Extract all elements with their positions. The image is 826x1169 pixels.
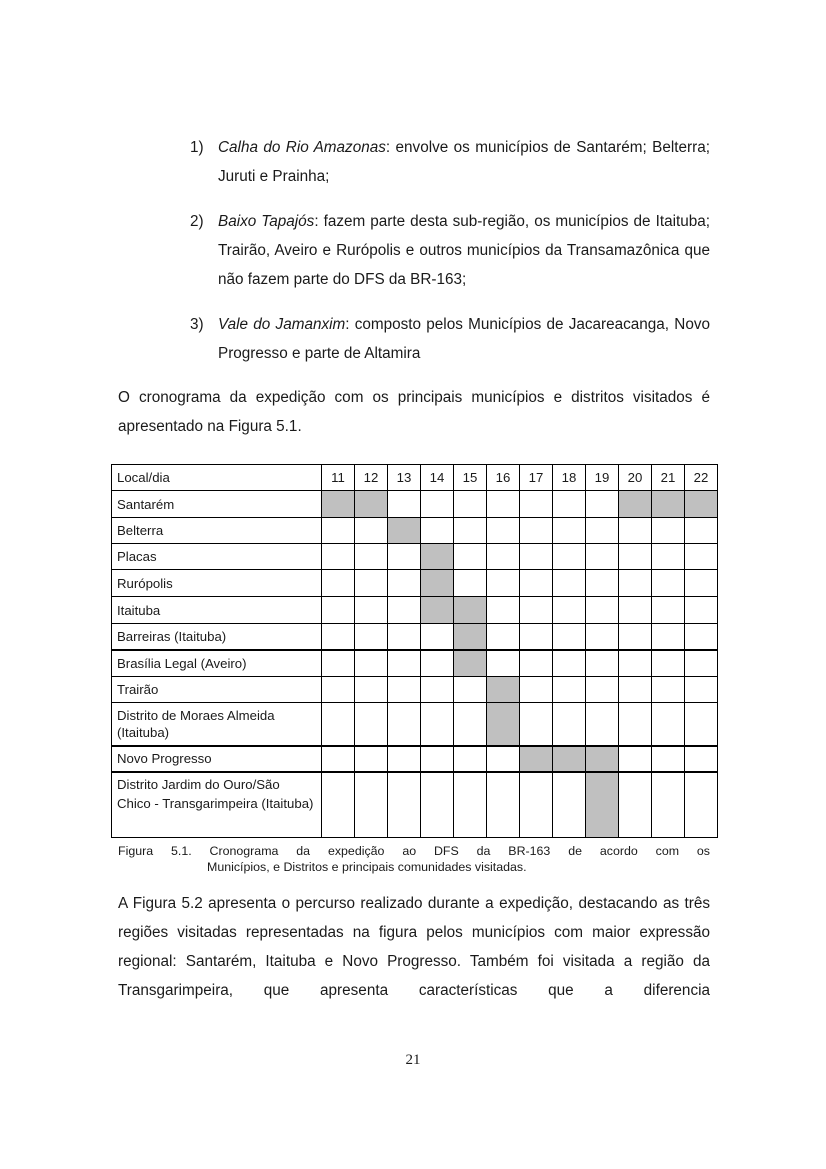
visited-day-cell <box>454 624 487 650</box>
visited-day-cell <box>520 746 553 772</box>
day-cell <box>520 677 553 703</box>
location-cell: Placas <box>112 544 322 570</box>
day-cell <box>388 597 421 624</box>
day-cell <box>388 650 421 677</box>
list-number: 1) <box>190 139 204 156</box>
header-day: 19 <box>586 465 619 491</box>
location-cell: Novo Progresso <box>112 746 322 772</box>
day-cell <box>421 491 454 518</box>
day-cell <box>586 650 619 677</box>
location-cell: Brasília Legal (Aveiro) <box>112 650 322 677</box>
day-cell <box>685 624 718 650</box>
day-cell <box>322 650 355 677</box>
day-cell <box>388 772 421 838</box>
visited-day-cell <box>619 491 652 518</box>
visited-day-cell <box>355 491 388 518</box>
region-title: Calha do Rio Amazonas <box>218 139 386 156</box>
list-number: 2) <box>190 213 204 230</box>
day-cell <box>652 624 685 650</box>
day-cell <box>619 703 652 746</box>
day-cell <box>388 624 421 650</box>
table-row <box>112 703 718 746</box>
visited-day-cell <box>421 570 454 597</box>
header-day: 18 <box>553 465 586 491</box>
day-cell <box>487 491 520 518</box>
day-cell <box>685 597 718 624</box>
day-cell <box>322 703 355 746</box>
day-cell <box>553 570 586 597</box>
caption-line: Figura 5.1. Cronograma da expedição ao DFS da BR-163 de acordo com os <box>118 844 710 858</box>
visited-day-cell <box>586 746 619 772</box>
day-cell <box>520 518 553 544</box>
day-cell <box>322 544 355 570</box>
day-cell <box>520 491 553 518</box>
caption-line: Municípios, e Distritos e principais comunidades visitadas. <box>207 860 527 874</box>
day-cell <box>355 624 388 650</box>
day-cell <box>487 772 520 838</box>
header-location: Local/dia <box>112 465 322 491</box>
table-row <box>112 544 718 570</box>
visited-day-cell <box>421 544 454 570</box>
day-cell <box>520 597 553 624</box>
header-day: 20 <box>619 465 652 491</box>
day-cell <box>388 491 421 518</box>
table-row <box>112 677 718 703</box>
location-cell: Rurópolis <box>112 570 322 597</box>
day-cell <box>652 677 685 703</box>
visited-day-cell <box>322 491 355 518</box>
day-cell <box>355 518 388 544</box>
visited-day-cell <box>652 491 685 518</box>
visited-day-cell <box>685 491 718 518</box>
day-cell <box>553 703 586 746</box>
day-cell <box>520 570 553 597</box>
day-cell <box>454 544 487 570</box>
day-cell <box>355 677 388 703</box>
header-day: 15 <box>454 465 487 491</box>
day-cell <box>652 746 685 772</box>
day-cell <box>421 746 454 772</box>
visited-day-cell <box>421 597 454 624</box>
header-day: 13 <box>388 465 421 491</box>
table-row <box>112 570 718 597</box>
list-item <box>190 207 710 294</box>
day-cell <box>520 544 553 570</box>
list-item <box>190 310 710 368</box>
day-cell <box>487 570 520 597</box>
day-cell <box>685 518 718 544</box>
day-cell <box>520 703 553 746</box>
day-cell <box>652 703 685 746</box>
day-cell <box>388 703 421 746</box>
day-cell <box>553 544 586 570</box>
day-cell <box>388 746 421 772</box>
list-text <box>218 207 710 294</box>
day-cell <box>619 624 652 650</box>
day-cell <box>487 597 520 624</box>
day-cell <box>520 772 553 838</box>
day-cell <box>454 570 487 597</box>
day-cell <box>355 772 388 838</box>
day-cell <box>586 570 619 597</box>
location-cell: Trairão <box>112 677 322 703</box>
day-cell <box>619 597 652 624</box>
day-cell <box>553 597 586 624</box>
day-cell <box>685 650 718 677</box>
schedule-table <box>111 464 718 838</box>
page-number: 21 <box>405 1052 421 1068</box>
day-cell <box>322 570 355 597</box>
day-cell <box>322 772 355 838</box>
day-cell <box>388 570 421 597</box>
intro-paragraph: O cronograma da expedição com os principais municípios e distritos visitados é apresentado na Figura 5.1. <box>118 389 710 435</box>
visited-day-cell <box>454 650 487 677</box>
visited-day-cell <box>454 597 487 624</box>
day-cell <box>421 650 454 677</box>
visited-day-cell <box>586 772 619 838</box>
header-day: 12 <box>355 465 388 491</box>
day-cell <box>388 544 421 570</box>
list-text <box>218 310 710 368</box>
table-header-row <box>112 465 718 491</box>
day-cell <box>322 746 355 772</box>
header-day: 17 <box>520 465 553 491</box>
day-cell <box>586 544 619 570</box>
day-cell <box>586 597 619 624</box>
day-cell <box>487 624 520 650</box>
day-cell <box>355 570 388 597</box>
visited-day-cell <box>487 703 520 746</box>
table-row <box>112 518 718 544</box>
day-cell <box>586 491 619 518</box>
table-row <box>112 772 718 838</box>
day-cell <box>322 518 355 544</box>
day-cell <box>454 518 487 544</box>
day-cell <box>652 544 685 570</box>
day-cell <box>619 650 652 677</box>
day-cell <box>454 677 487 703</box>
location-cell: Santarém <box>112 491 322 518</box>
day-cell <box>685 544 718 570</box>
day-cell <box>553 677 586 703</box>
list-text <box>218 133 710 191</box>
day-cell <box>322 624 355 650</box>
visited-day-cell <box>553 746 586 772</box>
day-cell <box>487 650 520 677</box>
day-cell <box>487 544 520 570</box>
day-cell <box>619 518 652 544</box>
day-cell <box>619 570 652 597</box>
region-description: : envolve os municípios de Santarém; Belterra; Juruti e Prainha; <box>218 139 710 185</box>
visited-day-cell <box>388 518 421 544</box>
day-cell <box>652 650 685 677</box>
location-cell: Belterra <box>112 518 322 544</box>
list-number: 3) <box>190 316 204 333</box>
day-cell <box>520 650 553 677</box>
header-day: 21 <box>652 465 685 491</box>
day-cell <box>355 703 388 746</box>
day-cell <box>421 703 454 746</box>
header-day: 11 <box>322 465 355 491</box>
day-cell <box>355 597 388 624</box>
day-cell <box>685 677 718 703</box>
header-day: 14 <box>421 465 454 491</box>
day-cell <box>619 677 652 703</box>
header-day: 16 <box>487 465 520 491</box>
day-cell <box>652 772 685 838</box>
day-cell <box>553 491 586 518</box>
list-item <box>190 133 710 191</box>
day-cell <box>586 677 619 703</box>
table-row <box>112 746 718 772</box>
day-cell <box>586 624 619 650</box>
location-cell: Barreiras (Itaituba) <box>112 624 322 650</box>
table-row <box>112 624 718 650</box>
location-cell: Distrito Jardim do Ouro/São Chico - Transgarimpeira (Itaituba) <box>112 772 322 838</box>
table-row <box>112 597 718 624</box>
day-cell <box>487 518 520 544</box>
visited-day-cell <box>487 677 520 703</box>
day-cell <box>586 518 619 544</box>
day-cell <box>619 544 652 570</box>
location-cell: Distrito de Moraes Almeida (Itaituba) <box>112 703 322 746</box>
day-cell <box>454 772 487 838</box>
day-cell <box>421 677 454 703</box>
day-cell <box>685 570 718 597</box>
day-cell <box>619 772 652 838</box>
day-cell <box>619 746 652 772</box>
day-cell <box>520 624 553 650</box>
day-cell <box>553 518 586 544</box>
day-cell <box>553 650 586 677</box>
day-cell <box>685 772 718 838</box>
table-row <box>112 650 718 677</box>
region-description: : fazem parte desta sub-região, os municípios de Itaituba; Trairão, Aveiro e Rurópolis e outros municípios da Transamazônica que não fazem parte do DFS da BR-163; <box>218 213 710 288</box>
day-cell <box>355 544 388 570</box>
day-cell <box>685 746 718 772</box>
day-cell <box>685 703 718 746</box>
day-cell <box>652 597 685 624</box>
location-cell: Itaituba <box>112 597 322 624</box>
day-cell <box>454 746 487 772</box>
day-cell <box>586 703 619 746</box>
day-cell <box>553 772 586 838</box>
region-title: Vale do Jamanxim <box>218 316 346 333</box>
day-cell <box>421 772 454 838</box>
body-paragraph: A Figura 5.2 apresenta o percurso realizado durante a expedição, destacando as três regiões visitadas representadas na figura pelos municípios com maior expressão regional: Santarém, Itaituba e Novo Progresso. Também foi visitada a região da Transgarimpeira, que apresenta características que a diferencia <box>118 895 710 999</box>
table-row <box>112 491 718 518</box>
figure-caption <box>118 843 710 875</box>
day-cell <box>454 703 487 746</box>
region-list <box>190 133 710 384</box>
day-cell <box>487 746 520 772</box>
day-cell <box>355 650 388 677</box>
day-cell <box>388 677 421 703</box>
day-cell <box>454 491 487 518</box>
region-description: : composto pelos Municípios de Jacareacanga, Novo Progresso e parte de Altamira <box>218 316 711 362</box>
day-cell <box>421 624 454 650</box>
day-cell <box>421 518 454 544</box>
region-title: Baixo Tapajós <box>218 213 315 230</box>
day-cell <box>652 518 685 544</box>
day-cell <box>322 677 355 703</box>
day-cell <box>553 624 586 650</box>
day-cell <box>652 570 685 597</box>
day-cell <box>355 746 388 772</box>
header-day: 22 <box>685 465 718 491</box>
day-cell <box>322 597 355 624</box>
